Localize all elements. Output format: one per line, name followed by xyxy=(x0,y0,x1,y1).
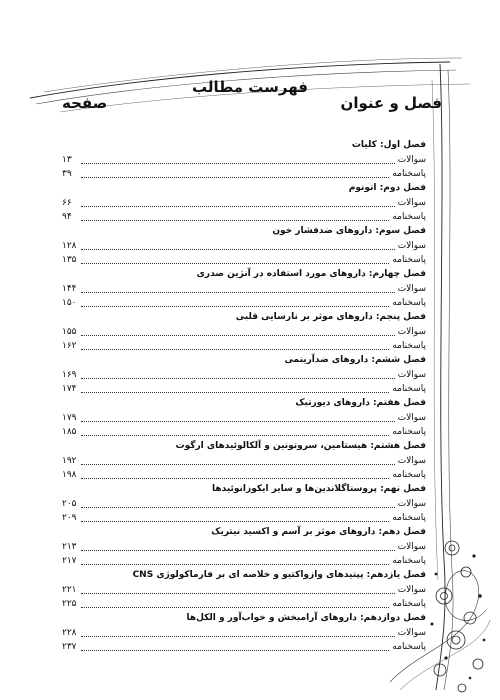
entry-label: پاسخنامه xyxy=(392,298,426,308)
chapter-title: فصل دوم: اتونوم xyxy=(348,183,426,193)
chapter-title: فصل دوازدهم: داروهای آرامبخش و خواب‌آور و الکل‌ها xyxy=(186,613,426,623)
toc-chapter xyxy=(62,181,426,224)
toc-entry-questions xyxy=(62,153,426,167)
page-number: ۲۰۹ xyxy=(62,513,77,523)
dot-leader xyxy=(81,177,389,178)
page-number: ۱۷۴ xyxy=(62,384,77,394)
page-number: ۲۳۷ xyxy=(62,642,77,652)
entry-label: پاسخنامه xyxy=(392,427,426,437)
toc-chapter xyxy=(62,267,426,310)
dot-leader xyxy=(81,507,395,508)
chapter-title: فصل چهارم: داروهای مورد استفاده در آنژین صدری xyxy=(196,269,426,279)
page-number: ۹۴ xyxy=(62,212,72,222)
toc-entry-questions xyxy=(62,583,426,597)
dot-leader xyxy=(81,478,389,479)
dot-leader xyxy=(81,306,389,307)
entry-label: سوالات xyxy=(397,628,426,638)
toc-entry-questions xyxy=(62,497,426,511)
entry-label: سوالات xyxy=(397,284,426,294)
page-number: ۱۹۸ xyxy=(62,470,77,480)
page-number: ۶۶ xyxy=(62,198,72,208)
toc-chapter xyxy=(62,353,426,396)
toc-entry-questions xyxy=(62,239,426,253)
toc-entry-answers xyxy=(62,597,426,611)
dot-leader xyxy=(81,392,389,393)
entry-label: پاسخنامه xyxy=(392,470,426,480)
chapter-title: فصل سوم: داروهای ضدفشار خون xyxy=(272,226,426,236)
toc-entry-answers xyxy=(62,339,426,353)
toc-entry-answers xyxy=(62,640,426,654)
toc-entry-answers xyxy=(62,468,426,482)
page-number: ۲۲۵ xyxy=(62,599,77,609)
page-number: ۲۲۱ xyxy=(62,585,77,595)
page-number: ۱۶۲ xyxy=(62,341,77,351)
chapter-title: فصل یازدهم: پپتیدهای وازواکتیو و خلاصه ای بر فارماکولوژی CNS xyxy=(132,570,426,580)
dot-leader xyxy=(81,292,395,293)
toc-chapter xyxy=(62,138,426,181)
dot-leader xyxy=(81,564,389,565)
dot-leader xyxy=(81,378,395,379)
dot-leader xyxy=(81,593,395,594)
entry-label: پاسخنامه xyxy=(392,212,426,222)
dot-leader xyxy=(81,636,395,637)
column-header-page: صفحه xyxy=(62,94,108,112)
entry-label: پاسخنامه xyxy=(392,599,426,609)
entry-label: سوالات xyxy=(397,327,426,337)
entry-label: پاسخنامه xyxy=(392,556,426,566)
toc-entry-questions xyxy=(62,454,426,468)
toc-chapter xyxy=(62,611,426,654)
dot-leader xyxy=(81,249,395,250)
toc-chapter xyxy=(62,525,426,568)
dot-leader xyxy=(81,163,395,164)
toc-entry-questions xyxy=(62,540,426,554)
dot-leader xyxy=(81,349,389,350)
dot-leader xyxy=(81,206,395,207)
toc-entry-answers xyxy=(62,210,426,224)
page-number: ۱۴۴ xyxy=(62,284,77,294)
entry-label: سوالات xyxy=(397,198,426,208)
chapter-title: فصل ششم: داروهای ضدآریتمی xyxy=(284,355,426,365)
toc-entry-answers xyxy=(62,296,426,310)
entry-label: سوالات xyxy=(397,542,426,552)
entry-label: سوالات xyxy=(397,155,426,165)
entry-label: پاسخنامه xyxy=(392,642,426,652)
entry-label: پاسخنامه xyxy=(392,169,426,179)
page-number: ۲۱۳ xyxy=(62,542,77,552)
toc-entry-questions xyxy=(62,411,426,425)
column-header-chapter-title: فصل و عنوان xyxy=(340,94,442,112)
dot-leader xyxy=(81,650,389,651)
dot-leader xyxy=(81,335,395,336)
toc-entry-answers xyxy=(62,253,426,267)
page-number: ۳۹ xyxy=(62,169,72,179)
entry-label: سوالات xyxy=(397,370,426,380)
page-number: ۱۷۹ xyxy=(62,413,77,423)
dot-leader xyxy=(81,521,389,522)
entry-label: سوالات xyxy=(397,241,426,251)
toc-entry-answers xyxy=(62,167,426,181)
page-number: ۱۵۵ xyxy=(62,327,77,337)
dot-leader xyxy=(81,263,389,264)
chapter-title: فصل اول: کلیات xyxy=(351,140,426,150)
dot-leader xyxy=(81,435,389,436)
toc-entry-answers xyxy=(62,511,426,525)
entry-label: سوالات xyxy=(397,456,426,466)
page-number: ۱۸۵ xyxy=(62,427,77,437)
chapter-title: فصل دهم: داروهای موثر بر آسم و اکسید نیتریک xyxy=(211,527,426,537)
chapter-title: فصل نهم: پروستاگلاندین‌ها و سایر ایکوزانوئیدها xyxy=(212,484,426,494)
toc-entry-questions xyxy=(62,626,426,640)
entry-label: پاسخنامه xyxy=(392,255,426,265)
toc-entry-questions xyxy=(62,325,426,339)
entry-label: پاسخنامه xyxy=(392,341,426,351)
page-number: ۱۳۵ xyxy=(62,255,77,265)
dot-leader xyxy=(81,220,389,221)
page-number: ۲۱۷ xyxy=(62,556,77,566)
entry-label: سوالات xyxy=(397,413,426,423)
toc-entry-answers xyxy=(62,554,426,568)
entry-label: سوالات xyxy=(397,585,426,595)
page-number: ۲۲۸ xyxy=(62,628,77,638)
table-of-contents xyxy=(62,138,426,654)
chapter-title: فصل هشتم: هیستامین، سروتونین و آلکالوئیدهای ارگوت xyxy=(175,441,426,451)
dot-leader xyxy=(81,421,395,422)
toc-entry-answers xyxy=(62,382,426,396)
page-number: ۱۶۹ xyxy=(62,370,77,380)
toc-chapter xyxy=(62,568,426,611)
dot-leader xyxy=(81,607,389,608)
toc-chapter xyxy=(62,310,426,353)
toc-entry-questions xyxy=(62,196,426,210)
toc-chapter xyxy=(62,482,426,525)
page-number: ۱۲۸ xyxy=(62,241,77,251)
page-title: فهرست مطالب xyxy=(192,78,308,96)
entry-label: پاسخنامه xyxy=(392,384,426,394)
toc-entry-answers xyxy=(62,425,426,439)
dot-leader xyxy=(81,550,395,551)
toc-chapter xyxy=(62,224,426,267)
toc-entry-questions xyxy=(62,368,426,382)
page-number: ۱۹۲ xyxy=(62,456,77,466)
toc-chapter xyxy=(62,439,426,482)
toc-entry-questions xyxy=(62,282,426,296)
toc-chapter xyxy=(62,396,426,439)
page-number: ۲۰۵ xyxy=(62,499,77,509)
chapter-title: فصل پنجم: داروهای موثر بر نارسایی قلبی xyxy=(235,312,426,322)
entry-label: سوالات xyxy=(397,499,426,509)
page-number: ۱۳ xyxy=(62,155,72,165)
page-number: ۱۵۰ xyxy=(62,298,77,308)
entry-label: پاسخنامه xyxy=(392,513,426,523)
chapter-title: فصل هفتم: داروهای دیورتیک xyxy=(295,398,426,408)
dot-leader xyxy=(81,464,395,465)
